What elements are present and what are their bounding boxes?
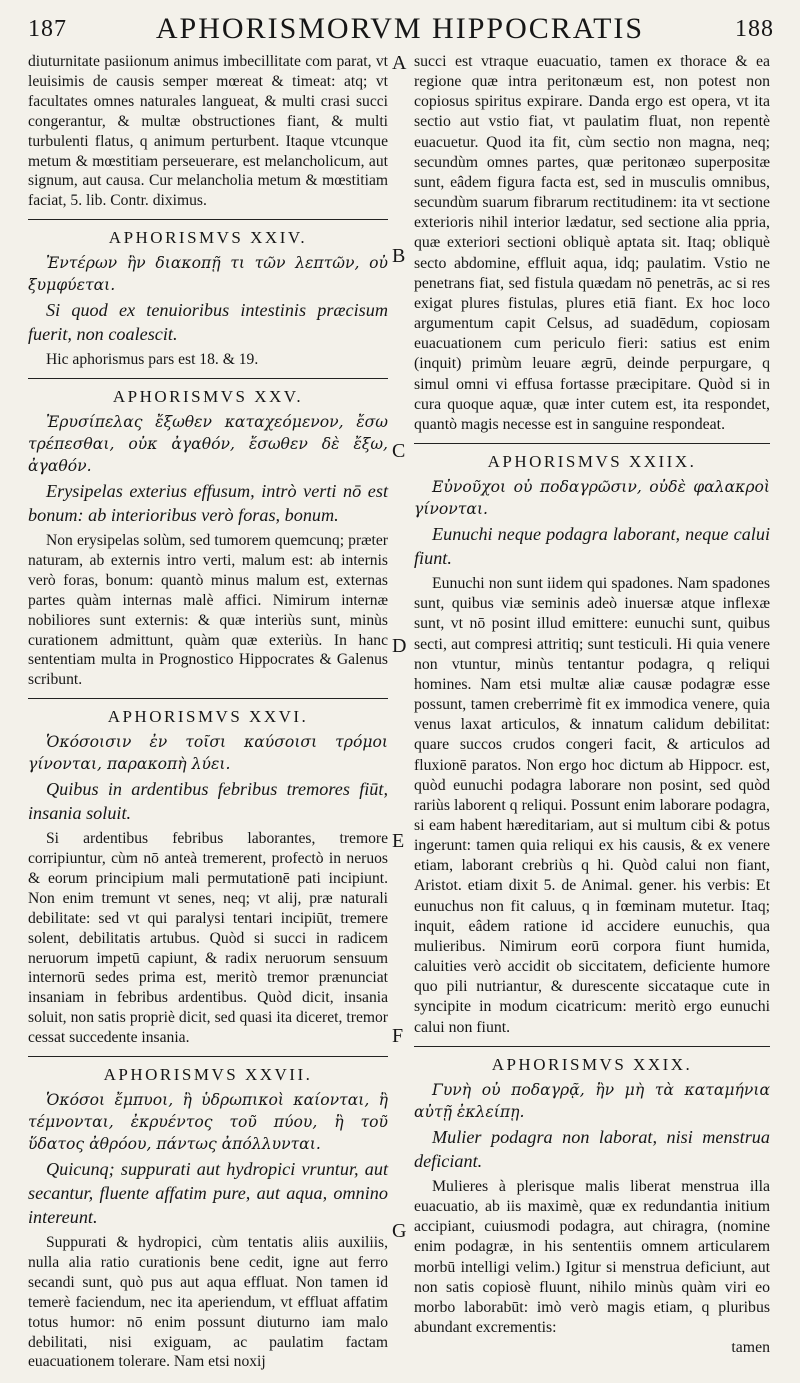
running-head: APHORISMORVM HIPPOCRATIS: [155, 12, 645, 45]
margin-letter-a: A: [392, 52, 407, 74]
latin-translation: Eunuchi neque podagra laborant, neque calui fiunt.: [414, 524, 770, 569]
aphorism-title: APHORISMVS XXVII.: [103, 1065, 313, 1085]
margin-letter-g: G: [392, 1220, 407, 1242]
margin-letter-e: E: [392, 830, 405, 852]
section-rule: [28, 378, 388, 379]
page-header: [22, 8, 778, 50]
aphorism-29: [414, 1055, 770, 1359]
commentary-text: Eunuchi non sunt iidem qui spadones. Nam spadones sunt, quibus viæ seminis adeò inuersæ atque inflexæ sunt, vt nō posint illud emittere: eunuchi sunt, quibus secti, aut compresi attritiq; sunt testiculi. Hi quia venere non vtuntur, minùs tentantur podagra, q reliqui homines. Nam etsi multæ aliæ causæ podagræ esse possunt, tamen creberrimè fit ex immodica venere, quia venus laxat articulos, & innatum calidum debilitat: quare succos crudos congeri facit, & articulos ad fluxionē paratos. Non ergo hoc dictum ab Hippocr. est, quòd eunuchi podagra laborare non posint, sed quòd rariùs laborent q reliqui. Possunt enim laborare podagra, si eam habent hæreditariam, aut si multum cibi & potus ingerunt: tamen quia reliqui ex his causis, & ex venere etiam, laborant crebriùs q hi. Quòd calui non fiant, Aristot. etiam dixit 5. de Animal. gener. his verbis: Et eunuchus non fit caluus, q in fœminam mutetur. Itaq; inquit, eâdem ratione id accidere eunuchis, qua mulieribus. Nimirum eorū corpora fiunt humida, caluities verò accidit ob siccitatem, deficiente humore quo pili nutriantur, & durescente siccataque cute in syncipite in modum cicatricum: meritò ergo eunuchi calui non fiunt.: [414, 575, 770, 1036]
aphorism-25: [28, 387, 388, 690]
aphorism-27: [28, 1065, 388, 1372]
margin-letter-d: D: [392, 635, 407, 657]
left-column: [28, 52, 388, 1374]
greek-text: Ἐρυσίπελας ἔξωθεν καταχεόμενον, ἔσω τρέπεσθαι, οὐκ ἀγαθόν, ἔσωθεν δὲ ἔξω, ἀγαθόν.: [28, 412, 388, 475]
right-intro-text: succi est vtraque euacuatio, tamen ex thorace & ea regione quæ intra peritonæum est, non potest non copiosus spiritus expirare. Danda ergo est opera, vt ita sectio aut vstio fiat, vt paulatim fluat, non repentè euacuetur. Quod ita fit, cùm sectio non magna, neq; secundùm omnes partes, quæ peritonæo superpositæ sunt, eâdem figura facta est, sed in musculis omnibus, secundùm suarum fibrarum rectitudinem: ita vt sectione exterioris nihil interior lædatur, sed sectione alia ppria, quæ exteriori sectioni obliquè aptata sit. Itaq; obliquè secto abdomine, effluit aqua, idq; paulatim. Vstio ne penetrans fiat, sed fistula quædam nō penetrās, ac si res exigat plures fistulas, plures etiā fiant. Ex hoc loco argumentum capit Celsus, ad suadēdum, copiosam euacuationem cum periculo fieri: satius est enim (inquit) primùm leuare ægrū, deinde perpurgare, q simul omni vi effusa fortasse præcipitare. Quòd si in cura quoque aquæ, quæ inter cutem est, ita respondet, quantò magis necesse est in sanguine respondeat.: [414, 53, 770, 433]
greek-text: Ἐντέρων ἢν διακοπῇ τι τῶν λεπτῶν, οὐ ξυμφύεται.: [28, 254, 388, 295]
aphorism-title: APHORISMVS XXIX.: [491, 1054, 693, 1074]
commentary-text: Non erysipelas solùm, sed tumorem quemcunq; præter naturam, ab externis intro verti, malum est: ab internis verò foras, bonum: quantò minus malum est, externas partes quàm internas malè affici. Nimirum internæ nobiliores sunt externis: & quæ interiùs sunt, minùs curationem admittunt, quàm quæ exteriùs. In hanc sententiam multa in Prognostico Hippocrates & Galenus scribunt.: [28, 531, 388, 689]
aphorism-26: [28, 707, 388, 1048]
margin-letter-b: B: [392, 245, 406, 267]
margin-letter-f: F: [392, 1025, 404, 1047]
commentary-text: Hic aphorismus pars est 18. & 19.: [46, 351, 259, 369]
section-rule: [28, 219, 388, 220]
right-column: [414, 52, 770, 1360]
section-rule: [28, 1056, 388, 1057]
latin-translation: Mulier podagra non laborat, nisi menstrua deficiant.: [414, 1126, 770, 1171]
aphorism-title: APHORISMVS XXV.: [112, 387, 304, 407]
greek-text: Εὐνοῦχοι οὐ ποδαγρῶσιν, οὐδὲ φαλακροὶ γίνονται.: [414, 478, 770, 519]
greek-text: Ὁκόσοισιν ἐν τοῖσι καύσοισι τρόμοι γίνονται, παρακοπὴ λύει.: [28, 733, 388, 774]
latin-translation: Si quod ex tenuioribus intestinis præcisum fuerit, non coalescit.: [28, 300, 388, 345]
catchword: tamen: [731, 1339, 770, 1357]
section-rule: [414, 1046, 770, 1047]
aphorism-24: [28, 228, 388, 370]
aphorism-title: APHORISMVS XXVI.: [107, 707, 309, 727]
greek-text: Γυνὴ οὐ ποδαγρᾷ, ἢν μὴ τὰ καταμήνια αὐτῇ ἐκλείπῃ.: [414, 1080, 770, 1121]
aphorism-title: APHORISMVS XXIV.: [108, 228, 308, 248]
left-intro-text: diuturnitate pasiionum animus imbecillitate com parat, vt leuisimis de causis semper mœreat & timeat: atq; vt facultates omnes naturales langueat, & multi crasi succi congerantur, & multæ obstructiones fiant, & multi turbulenti flatus, q animum perturbent. Itaque vtcunque metum & mœstitiam perseuerare, est melancholicum, aut signum, aut causa. Cur melancholia metum & mœstitiam faciat, 5. lib. Contr. diximus.: [28, 53, 388, 210]
latin-translation: Erysipelas exterius effusum, intrò verti nō est bonum: ab interioribus verò foras, bonum.: [28, 480, 388, 525]
commentary-text: Suppurati & hydropici, cùm tentatis aliis auxiliis, nulla alia ratio curationis bene cedit, igne aut ferro secandi sunt, quò pus aut aqua effluat. Non tamen id temerè faciendum, nec ita aperiendum, vt effluat affatim totus humor: nō enim possunt diuturno iam malo debilitati, nisi exiguam, ac paulatim factam euacuationem tolerare. Nam etsi noxij: [28, 1234, 388, 1371]
commentary-text: Mulieres à plerisque malis liberat menstrua illa euacuatio, ab iis maximè, quæ ex redundantia initium accipiant, cuiusmodi podagra, aut chiragra, (nomine enim podagræ, in his sententiis omnem articularem morbū intelligi velim.) Igitur si menstrua deficiunt, aut non satis copiosè fluunt, nihilo minùs quàm viri eo morbo laborabūt: imò verò magis etiam, q pluribus abundant excrementis:: [414, 1177, 770, 1336]
latin-translation: Quicunq; suppurati aut hydropici vruntur, aut secantur, fluente affatim pure, aut aqua, omnino intereunt.: [28, 1159, 388, 1227]
greek-text: Ὁκόσοι ἔμπυοι, ἢ ὑδρωπικοὶ καίονται, ἢ τέμνονται, ἐκρυέντος τοῦ πύου, ἢ τοῦ ὕδατος ἀθρόου, πάντως ἀπόλλυνται.: [28, 1091, 388, 1153]
margin-letter-c: C: [392, 440, 406, 462]
aphorism-28: [414, 452, 770, 1038]
aphorism-title: APHORISMVS XXIIX.: [487, 451, 697, 471]
page-number-left: 187: [28, 16, 67, 42]
latin-translation: Quibus in ardentibus febribus tremores fiūt, insania soluit.: [28, 779, 388, 824]
commentary-text: Si ardentibus febribus laborantes, tremore corripiuntur, cùm nō anteà tremerent, profectò in neruos & eorum principium mali permutationē pati incipiunt. Non enim tremunt vt senes, neq; vt alij, præ naturali debilitate: sed vt qui paralysi tentari incipiūt, tremere solent, debilitatis artubus. Quòd si succi in radicem neruorum impetū capiunt, & radix neruorum sensuum internorū sedes prima est, meritò tremor prænunciat insaniam in febribus ardentibus. Quòd dicit, insania soluit, non satis propriè dicit, sed quasi ita diceret, tremor cessat succedente insania.: [28, 830, 388, 1047]
section-rule: [28, 698, 388, 699]
page-number-right: 188: [735, 16, 774, 42]
section-rule: [414, 443, 770, 444]
